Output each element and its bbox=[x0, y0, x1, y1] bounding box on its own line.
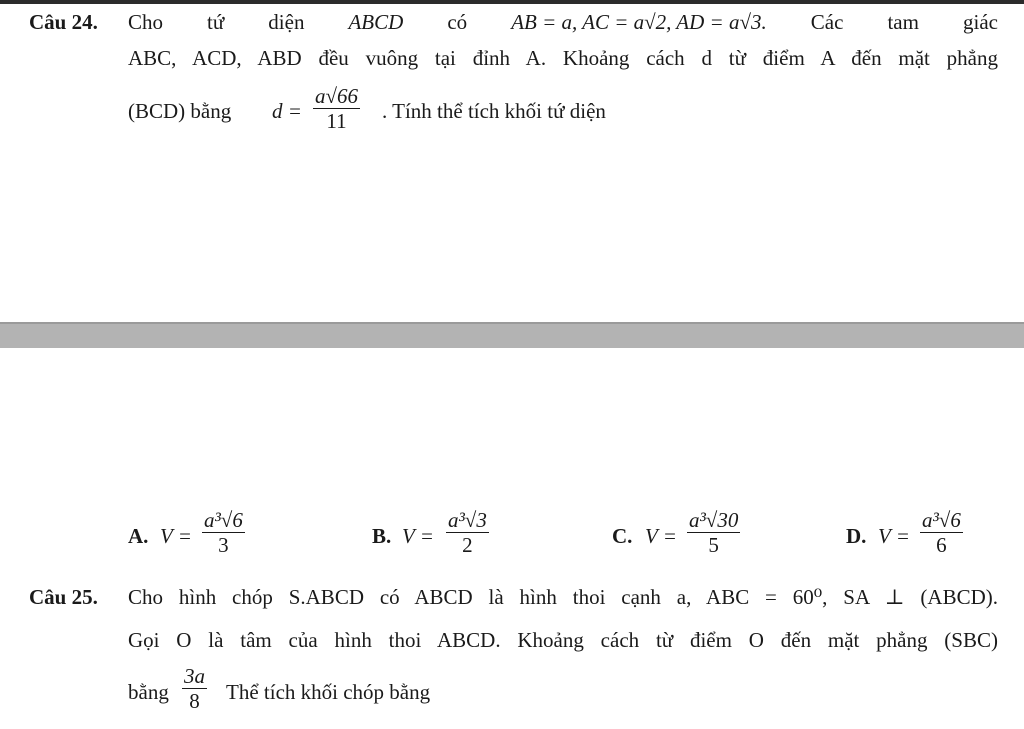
answer-b-lhs: V = bbox=[402, 524, 434, 548]
answer-a-fraction bbox=[202, 508, 245, 557]
q24-word: Các bbox=[810, 10, 844, 34]
distance-d-denominator: 11 bbox=[326, 109, 347, 133]
gray-divider-band bbox=[0, 322, 1024, 348]
question-25-line-2: Gọi O là tâm của hình thoi ABCD. Khoảng cách từ điểm O đến mặt phẳng (SBC) bbox=[128, 628, 998, 652]
top-edge-bar bbox=[0, 0, 1024, 4]
answer-c-numerator: a³√30 bbox=[689, 508, 739, 532]
answer-c-fraction bbox=[687, 508, 740, 557]
q24-word: giác bbox=[963, 10, 998, 34]
q24-given-lengths: AB = a, AC = a√2, AD = a√3. bbox=[511, 10, 767, 34]
divider-edge bbox=[0, 322, 1024, 324]
question-24-line-2: ABC, ACD, ABD đều vuông tại đỉnh A. Khoảng cách d từ điểm A đến mặt phẳng bbox=[128, 46, 998, 70]
question-24-label: Câu 24. bbox=[29, 10, 98, 34]
question-24-line-1 bbox=[128, 8, 998, 36]
distance-d-numerator: a√66 bbox=[315, 84, 359, 108]
distance-d-lhs: d = bbox=[272, 99, 302, 123]
answer-b-label: B. bbox=[372, 524, 392, 548]
question-25-line-3-pre: bằng bbox=[128, 680, 169, 704]
answer-a-lhs: V = bbox=[160, 524, 192, 548]
question-25-fraction bbox=[182, 664, 207, 713]
question-25-label: Câu 25. bbox=[29, 585, 98, 609]
answer-b-fraction bbox=[446, 508, 489, 557]
answer-c-lhs: V = bbox=[645, 524, 677, 548]
answer-c-label: C. bbox=[612, 524, 633, 548]
question-24-line-3-pre: (BCD) bằng bbox=[128, 99, 232, 123]
answer-d-numerator: a³√6 bbox=[922, 508, 961, 532]
question-25-line-3-post: Thể tích khối chóp bằng bbox=[226, 680, 431, 704]
answer-b-numerator: a³√3 bbox=[448, 508, 487, 532]
answer-d-fraction bbox=[920, 508, 963, 557]
question-25-denominator: 8 bbox=[189, 689, 200, 713]
question-25-numerator: 3a bbox=[184, 664, 205, 688]
q24-word: ABCD bbox=[348, 10, 404, 34]
answer-d-label: D. bbox=[846, 524, 867, 548]
answer-d-denominator: 6 bbox=[936, 533, 947, 557]
distance-d-fraction bbox=[313, 84, 360, 133]
answer-d-lhs: V = bbox=[878, 524, 910, 548]
q24-word: có bbox=[447, 10, 468, 34]
question-24-line-3-post: . Tính thể tích khối tứ diện bbox=[382, 99, 606, 123]
q24-word: Cho bbox=[128, 10, 164, 34]
answer-a-label: A. bbox=[128, 524, 149, 548]
question-25-line-1: Cho hình chóp S.ABCD có ABCD là hình thoi cạnh a, ABC = 60⁰, SA ⊥ (ABCD). bbox=[128, 585, 998, 609]
answer-c-denominator: 5 bbox=[708, 533, 719, 557]
q24-word: diện bbox=[268, 10, 305, 34]
answer-b-denominator: 2 bbox=[462, 533, 473, 557]
q24-word: tam bbox=[887, 10, 919, 34]
answer-a-numerator: a³√6 bbox=[204, 508, 243, 532]
q24-word: tứ bbox=[207, 10, 225, 34]
answer-a-denominator: 3 bbox=[218, 533, 229, 557]
